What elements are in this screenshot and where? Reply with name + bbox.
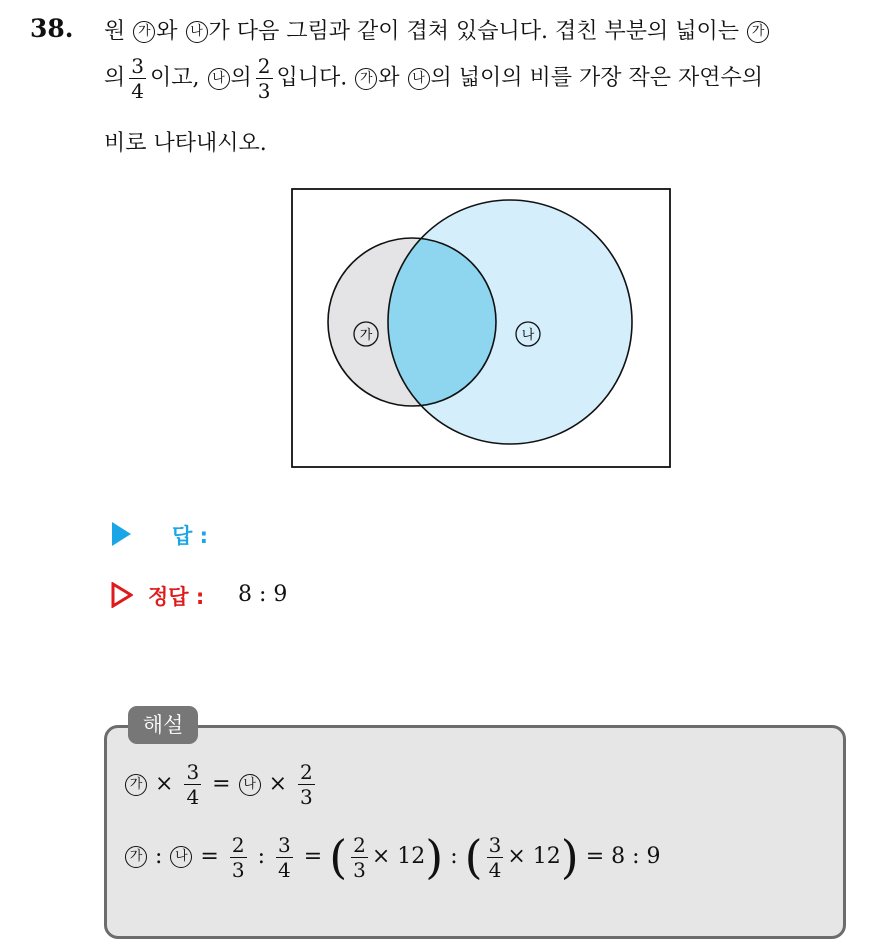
- fraction: $\frac{3}{4}$: [186, 760, 200, 809]
- circled-na-label: 나: [170, 846, 192, 868]
- circled-ga-label: 가: [133, 21, 155, 43]
- answer-label: 답 :: [172, 524, 208, 548]
- venn-diagram: [290, 187, 672, 469]
- question-text: 와: [378, 65, 407, 91]
- question-text: 입니다.: [276, 65, 355, 91]
- correct-arrow-icon: [111, 582, 133, 608]
- question-text: 이고,: [150, 65, 207, 91]
- question-text: 와: [156, 19, 185, 44]
- explanation-tag: 해설: [128, 706, 198, 744]
- answer-arrow-icon: [112, 522, 131, 546]
- question-line-2: [104, 56, 763, 101]
- fraction-two-thirds: $\frac{2}{3}$: [257, 54, 271, 103]
- circled-na-label: 나: [208, 68, 230, 90]
- circled-ga-label: 가: [747, 21, 769, 43]
- question-text: 가 다음 그림과 같이 겹쳐 있습니다. 겹친 부분의 넓이는: [208, 19, 746, 44]
- question-text: 의: [230, 65, 252, 91]
- question-line-3: 비로 나타내시오.: [104, 131, 267, 156]
- fraction: $\frac{2}{3}$: [231, 832, 245, 882]
- question-text: 원: [104, 19, 133, 44]
- question-number: 38.: [30, 14, 74, 43]
- question-line-1: [104, 14, 770, 45]
- question-text: 의: [104, 65, 126, 91]
- explanation-eq1: 가 × $\frac{3}{4}$ = 나 × $\frac{2}{3}$: [124, 762, 319, 807]
- fraction: $\frac{3}{4}$: [278, 832, 291, 882]
- fraction-three-quarters: $\frac{3}{4}$: [131, 54, 144, 103]
- circled-ga-label: 가: [355, 68, 377, 90]
- fraction: $\frac{3}{4}$: [488, 832, 502, 882]
- circled-na-label: 나: [408, 68, 430, 90]
- circled-na-label: 나: [239, 774, 261, 796]
- fraction: $\frac{2}{3}$: [300, 760, 313, 809]
- circled-ga-label: 가: [125, 846, 147, 868]
- correct-value: 8 : 9: [238, 582, 288, 607]
- question-text: 의 넓이의 비를 가장 작은 자연수의: [430, 65, 763, 91]
- correct-label: 정답 :: [148, 585, 205, 609]
- circle-ga-label: 가: [359, 328, 373, 343]
- circled-na-label: 나: [186, 21, 208, 43]
- fraction: $\frac{2}{3}$: [353, 832, 366, 882]
- circled-ga-label: 가: [125, 774, 147, 796]
- circle-na-label: 나: [521, 328, 535, 343]
- explanation-eq2: 가 : 나 = $\frac{2}{3}$ : $\frac{3}{4}$ = ( $\frac{2}{3}$ × 12) : ( $\frac{3}{4}$ × 12) = 8 : 9: [124, 834, 661, 880]
